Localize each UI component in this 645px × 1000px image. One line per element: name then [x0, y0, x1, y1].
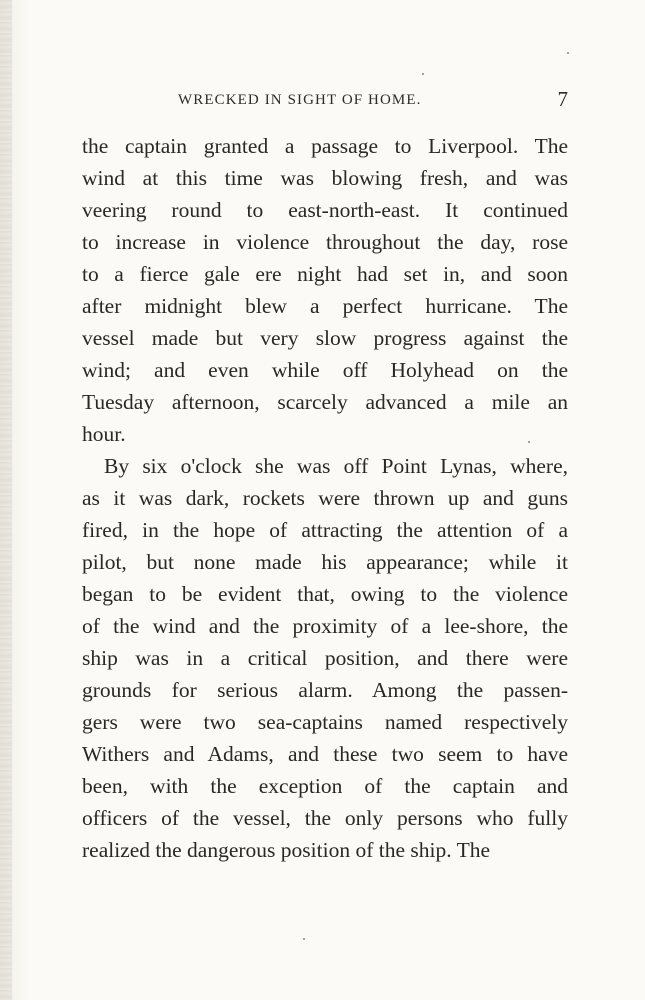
- page-header: [82, 87, 568, 114]
- paper-speck: [422, 73, 424, 75]
- text-line: vessel made but very slow progress against the: [82, 326, 568, 350]
- text-line: fired, in the hope of attracting the attention of a: [82, 518, 568, 542]
- text-line: been, with the exception of the captain and: [82, 774, 568, 798]
- text-line: ship was in a critical position, and there were: [82, 646, 568, 670]
- paragraph-2: [82, 450, 568, 866]
- text-line: began to be evident that, owing to the violence: [82, 582, 568, 606]
- text-line: Tuesday afternoon, scarcely advanced a mile an: [82, 390, 568, 414]
- paper-speck: [567, 52, 569, 54]
- binding-gutter: [0, 0, 12, 1000]
- text-line: of the wind and the proximity of a lee-shore, the: [82, 614, 568, 638]
- page-number: 7: [557, 87, 568, 111]
- text-line: Withers and Adams, and these two seem to have: [82, 742, 568, 766]
- paper-speck: [303, 938, 305, 940]
- text-line: pilot, but none made his appearance; while it: [82, 550, 568, 574]
- text-line: wind; and even while off Holyhead on the: [82, 358, 568, 382]
- text-line: wind at this time was blowing fresh, and was: [82, 166, 568, 190]
- text-line: hour.: [82, 422, 126, 446]
- text-line: veering round to east-north-east. It continued: [82, 198, 568, 222]
- text-line: gers were two sea-captains named respectively: [82, 710, 568, 734]
- text-line: as it was dark, rockets were thrown up and guns: [82, 486, 568, 510]
- text-line: after midnight blew a perfect hurricane. The: [82, 294, 568, 318]
- text-line: grounds for serious alarm. Among the passen-: [82, 678, 568, 702]
- body-text: [82, 130, 568, 866]
- text-line: By six o'clock she was off Point Lynas, where,: [104, 454, 568, 478]
- text-line: to a fierce gale ere night had set in, and soon: [82, 262, 568, 286]
- text-line: officers of the vessel, the only persons who fully: [82, 806, 568, 830]
- running-title: WRECKED IN SIGHT OF HOME.: [178, 92, 422, 108]
- text-line: the captain granted a passage to Liverpool. The: [82, 134, 568, 158]
- text-line: realized the dangerous position of the ship. The: [82, 838, 490, 862]
- text-line: to increase in violence throughout the day, rose: [82, 230, 568, 254]
- paragraph-1: [82, 130, 568, 450]
